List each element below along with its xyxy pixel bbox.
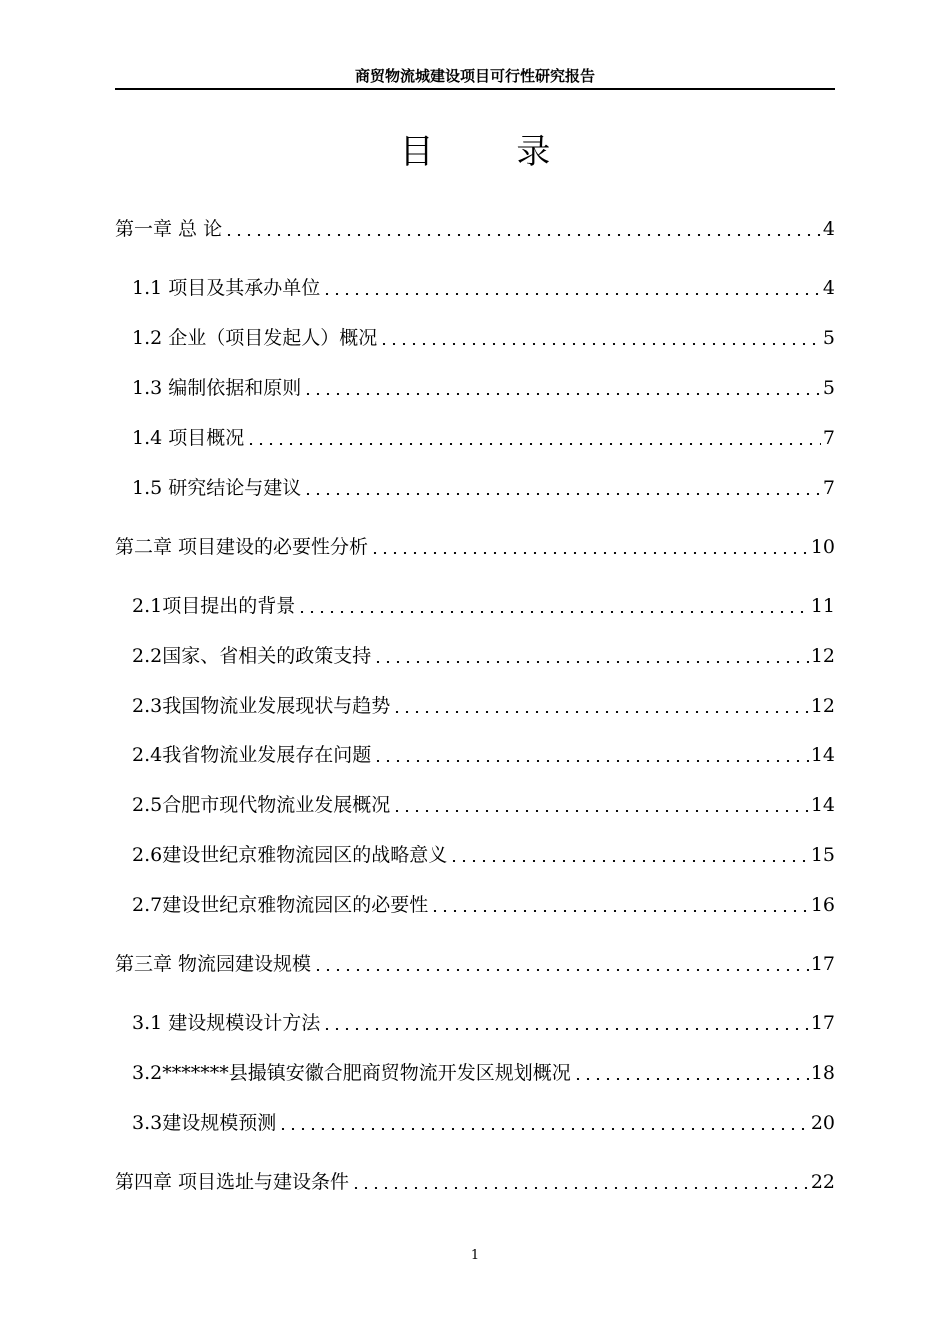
toc-entry-2-7[interactable]	[132, 888, 835, 918]
toc-entry-1-3[interactable]	[132, 371, 835, 401]
toc-leader	[449, 860, 809, 862]
toc-entry-2-6[interactable]	[132, 838, 835, 868]
toc-label: 1.1 项目及其承办单位	[132, 277, 321, 299]
toc-label: 第一章 总 论	[115, 218, 223, 240]
toc-entry-chapter-2[interactable]	[115, 530, 835, 560]
toc-entry-2-5[interactable]	[132, 788, 835, 818]
toc-entry-1-1[interactable]	[132, 271, 835, 301]
toc-leader	[351, 1187, 809, 1189]
toc-entry-1-2[interactable]	[132, 321, 835, 351]
toc-page-number: 16	[810, 894, 835, 916]
toc-entry-2-3[interactable]	[132, 689, 835, 719]
toc-leader	[373, 760, 809, 762]
toc-page-number: 14	[810, 744, 835, 766]
toc-leader	[573, 1078, 809, 1080]
toc-entry-3-3[interactable]	[132, 1106, 835, 1136]
toc-label: 3.1 建设规模设计方法	[132, 1012, 321, 1034]
toc-leader	[297, 611, 809, 613]
toc-leader	[313, 969, 809, 971]
toc-page-number: 4	[822, 277, 835, 299]
toc-leader	[430, 910, 809, 912]
toc-entry-1-4[interactable]	[132, 421, 835, 451]
toc-label: 1.5 研究结论与建议	[132, 477, 302, 499]
header-rule	[115, 88, 835, 90]
toc-label: 第二章 项目建设的必要性分析	[115, 536, 369, 558]
toc-label: 第四章 项目选址与建设条件	[115, 1171, 350, 1193]
toc-page-number: 20	[810, 1112, 835, 1134]
toc-label: 2.2国家、省相关的政策支持	[132, 645, 372, 667]
toc-page-number: 10	[810, 536, 835, 558]
toc-page-number: 22	[810, 1171, 835, 1193]
toc-leader	[246, 443, 821, 445]
toc-label: 第三章 物流园建设规模	[115, 953, 312, 975]
toc-page-number: 14	[810, 794, 835, 816]
toc-leader	[370, 552, 809, 554]
toc-label: 1.4 项目概况	[132, 427, 245, 449]
toc-page-number: 5	[822, 327, 835, 349]
toc-page-number: 4	[822, 218, 835, 240]
toc-leader	[322, 293, 821, 295]
toc-label: 3.3建设规模预测	[132, 1112, 277, 1134]
toc-entry-1-5[interactable]	[132, 471, 835, 501]
toc-page-number: 12	[810, 695, 835, 717]
toc-page-number: 11	[810, 595, 835, 617]
toc-entry-3-1[interactable]	[132, 1006, 835, 1036]
toc-leader	[392, 810, 809, 812]
toc-leader	[224, 234, 821, 236]
toc-entry-2-2[interactable]	[132, 639, 835, 669]
toc-page-number: 17	[810, 953, 835, 975]
toc-label: 2.7建设世纪京雅物流园区的必要性	[132, 894, 429, 916]
toc-page-number: 15	[810, 844, 835, 866]
toc-label: 2.1项目提出的背景	[132, 595, 296, 617]
toc-page-number: 17	[810, 1012, 835, 1034]
toc-page-number: 18	[810, 1062, 835, 1084]
toc-label: 3.2*******县撮镇安徽合肥商贸物流开发区规划概况	[132, 1062, 571, 1084]
toc-label: 1.2 企业（项目发起人）概况	[132, 327, 378, 349]
toc-label: 1.3 编制依据和原则	[132, 377, 302, 399]
toc-leader	[373, 661, 809, 663]
toc-page-number: 7	[822, 427, 835, 449]
toc-leader	[392, 711, 809, 713]
toc-leader	[303, 393, 821, 395]
page-title: 目 录	[399, 132, 587, 172]
toc-leader	[278, 1128, 809, 1130]
toc-entry-2-1[interactable]	[132, 589, 835, 619]
toc-label: 2.4我省物流业发展存在问题	[132, 744, 372, 766]
toc-entry-2-4[interactable]	[132, 738, 835, 768]
toc-leader	[303, 493, 821, 495]
toc-label: 2.3我国物流业发展现状与趋势	[132, 695, 391, 717]
toc-page-number: 7	[822, 477, 835, 499]
toc-label: 2.6建设世纪京雅物流园区的战略意义	[132, 844, 448, 866]
toc-entry-chapter-3[interactable]	[115, 947, 835, 977]
running-header: 商贸物流城建设项目可行性研究报告	[354, 67, 595, 85]
toc-leader	[379, 343, 821, 345]
toc-label: 2.5合肥市现代物流业发展概况	[132, 794, 391, 816]
page-number: 1	[470, 1248, 480, 1263]
toc-entry-chapter-1[interactable]	[115, 212, 835, 242]
toc-entry-3-2[interactable]	[132, 1056, 835, 1086]
toc-leader	[322, 1028, 809, 1030]
toc-page-number: 12	[810, 645, 835, 667]
toc-entry-chapter-4[interactable]	[115, 1165, 835, 1195]
toc-page-number: 5	[822, 377, 835, 399]
